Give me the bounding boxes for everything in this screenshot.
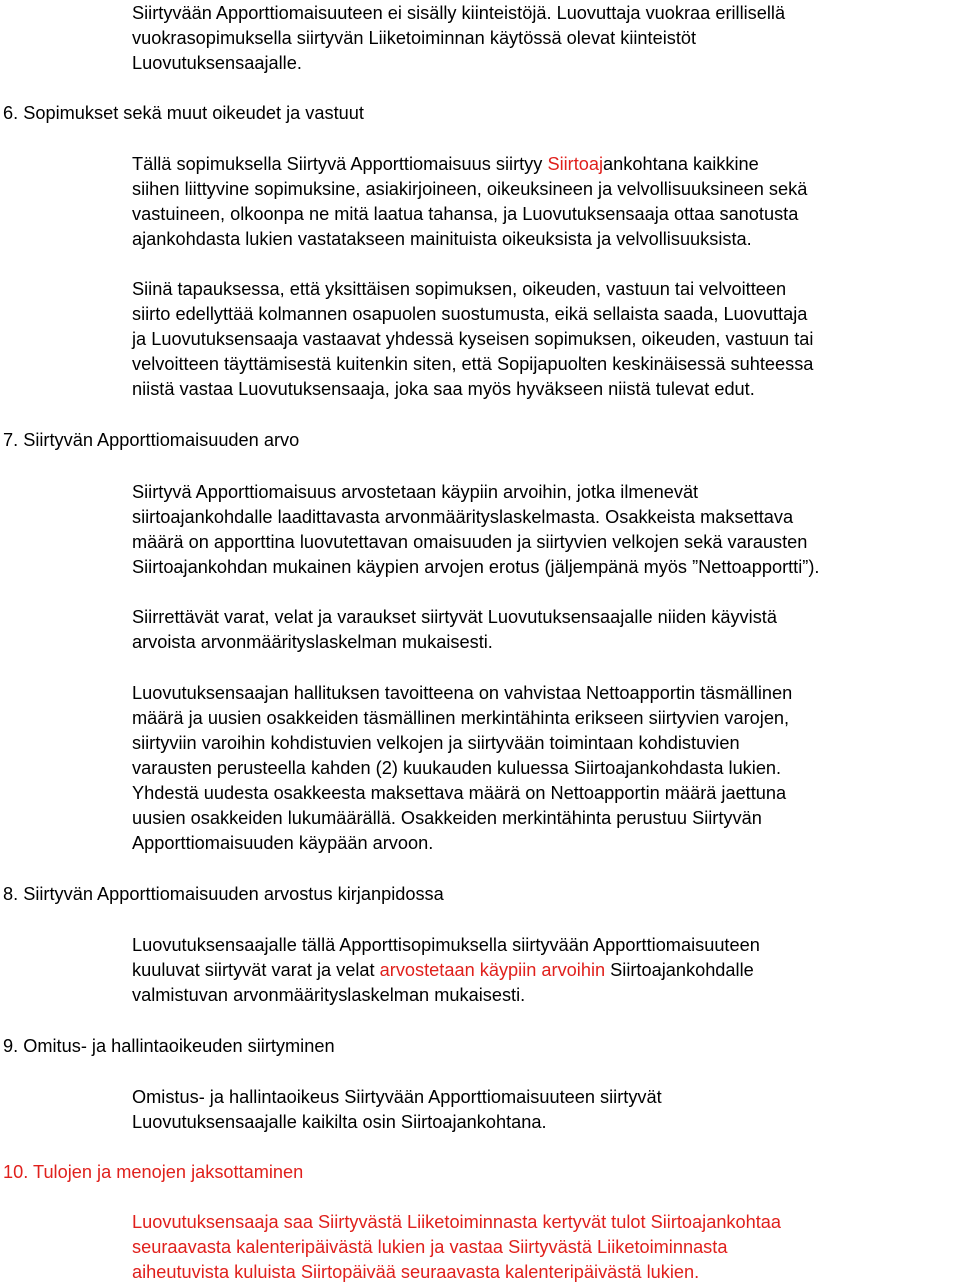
paragraph-line: varausten perusteella kahden (2) kuukauden kuluessa Siirtoajankohdasta lukien.	[132, 758, 782, 778]
intro-line: Luovutuksensaajalle.	[132, 53, 302, 73]
paragraph-line: Apporttiomaisuuden käypään arvoon.	[132, 833, 434, 853]
highlighted-text: arvostetaan käypiin arvoihin	[379, 960, 606, 980]
intro-line: Siirtyvään Apporttiomaisuuteen ei sisälly kiinteistöjä. Luovuttaja vuokraa erillisellä	[132, 3, 786, 23]
paragraph-line: seuraavasta kalenteripäivästä lukien ja vastaa Siirtyvästä Liiketoiminnasta	[132, 1237, 728, 1257]
paragraph-line: Luovutuksensaajalle kaikilta osin Siirtoajankohtana.	[132, 1112, 547, 1132]
paragraph-line: niistä vastaa Luovutuksensaaja, joka saa myös hyväkseen niistä tulevat edut.	[132, 379, 755, 399]
paragraph-line: arvoista arvonmäärityslaskelman mukaisesti.	[132, 632, 493, 652]
section-10-heading: 10. Tulojen ja menojen jaksottaminen	[3, 1162, 304, 1182]
section-8-heading: 8. Siirtyvän Apporttiomaisuuden arvostus kirjanpidossa	[3, 884, 444, 904]
paragraph-line: siirtyviin varoihin kohdistuvien velkojen ja siirtyvään toimintaan kohdistuvien	[132, 733, 740, 753]
paragraph-line: vastuineen, olkoonpa ne mitä laatua tahansa, ja Luovutuksensaaja ottaa sanotusta	[132, 204, 799, 224]
paragraph-line: siirtoajankohdalle laadittavasta arvonmäärityslaskelmasta. Osakkeista maksettava	[132, 507, 794, 527]
paragraph-line: määrä on apporttina luovutettavan omaisuuden ja siirtyvien velkojen sekä varausten	[132, 532, 808, 552]
paragraph-line: siihen liittyvine sopimuksine, asiakirjoineen, oikeuksineen ja velvollisuuksineen sekä	[132, 179, 808, 199]
text-span: ankohtana kaikkine	[603, 154, 759, 174]
highlighted-text: Siirtoaj	[547, 154, 604, 174]
text-span: kuuluvat siirtyvät varat ja velat	[132, 960, 380, 980]
paragraph-line: Siirtoajankohdan mukainen käypien arvojen erotus (jäljempänä myös ”Nettoapportti”).	[132, 557, 820, 577]
paragraph-line: Luovutuksensaaja saa Siirtyvästä Liiketoiminnasta kertyvät tulot Siirtoajankohtaa	[132, 1212, 782, 1232]
paragraph-line: ja Luovutuksensaaja vastaavat yhdessä kyseisen sopimuksen, oikeuden, vastuun tai	[132, 329, 814, 349]
paragraph-line: velvoitteen täyttämisestä kuitenkin siten, että Sopijapuolten keskinäisessä suhteessa	[132, 354, 814, 374]
paragraph-line: Siinä tapauksessa, että yksittäisen sopimuksen, oikeuden, vastuun tai velvoitteen	[132, 279, 787, 299]
paragraph-line: siirto edellyttää kolmannen osapuolen suostumusta, eikä sellaista saada, Luovuttaja	[132, 304, 808, 324]
paragraph-line	[132, 152, 759, 177]
paragraph-line: aiheutuvista kuluista Siirtopäivää seuraavasta kalenteripäivästä lukien.	[132, 1262, 700, 1282]
paragraph-line: Luovutuksensaajan hallituksen tavoitteena on vahvistaa Nettoapportin täsmällinen	[132, 683, 793, 703]
paragraph-line: valmistuvan arvonmäärityslaskelman mukaisesti.	[132, 985, 526, 1005]
paragraph-line: uusien osakkeiden lukumäärällä. Osakkeiden merkintähinta perustuu Siirtyvän	[132, 808, 762, 828]
text-span: Siirtoajankohdalle	[605, 960, 754, 980]
paragraph-line: Luovutuksensaajalle tällä Apporttisopimuksella siirtyvään Apporttiomaisuuteen	[132, 935, 760, 955]
paragraph-line	[132, 958, 754, 983]
paragraph-line: ajankohdasta lukien vastatakseen mainituista oikeuksista ja velvollisuuksista.	[132, 229, 752, 249]
section-6-heading: 6. Sopimukset sekä muut oikeudet ja vastuut	[3, 103, 364, 123]
section-9-heading: 9. Omitus- ja hallintaoikeuden siirtyminen	[3, 1036, 335, 1056]
text-span: Tällä sopimuksella Siirtyvä Apporttiomaisuus siirtyy	[132, 154, 548, 174]
section-7-heading: 7. Siirtyvän Apporttiomaisuuden arvo	[3, 430, 300, 450]
paragraph-line: Siirtyvä Apporttiomaisuus arvostetaan käypiin arvoihin, jotka ilmenevät	[132, 482, 699, 502]
paragraph-line: Yhdestä uudesta osakkeesta maksettava määrä on Nettoapportin määrä jaettuna	[132, 783, 787, 803]
paragraph-line: Siirrettävät varat, velat ja varaukset siirtyvät Luovutuksensaajalle niiden käyvistä	[132, 607, 777, 627]
intro-line: vuokrasopimuksella siirtyvän Liiketoiminnan käytössä olevat kiinteistöt	[132, 28, 697, 48]
paragraph-line: Omistus- ja hallintaoikeus Siirtyvään Apporttiomaisuuteen siirtyvät	[132, 1087, 662, 1107]
paragraph-line: määrä ja uusien osakkeiden täsmällinen merkintähinta erikseen siirtyvien varojen,	[132, 708, 790, 728]
